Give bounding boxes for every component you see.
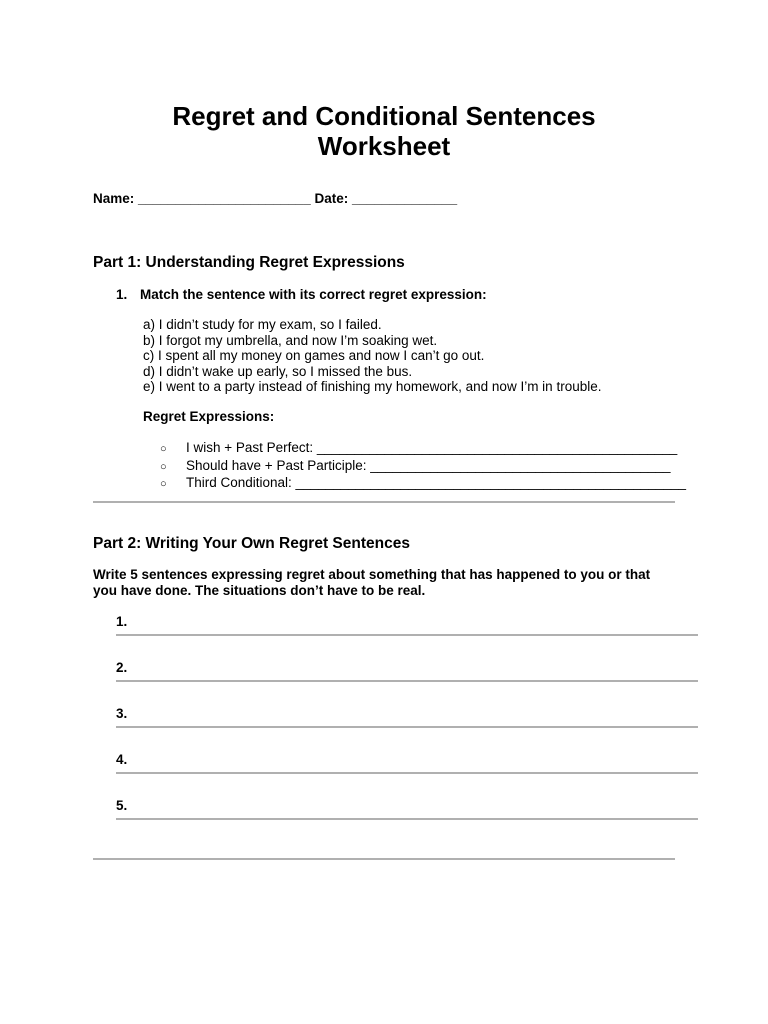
worksheet-title-line-1: Regret and Conditional Sentences [172, 101, 596, 131]
answer-line-3[interactable] [116, 706, 698, 728]
expression-item [160, 475, 686, 493]
answer-line-number: 1. [116, 614, 128, 629]
worksheet-title-line-2: Worksheet [317, 131, 451, 161]
sentence-b: b) I forgot my umbrella, and now I’m soaking wet. [143, 332, 438, 348]
answer-line-number: 2. [116, 660, 128, 675]
part-2-instructions: Write 5 sentences expressing regret about something that has happened to you or that you have done. The situations don’t have to be real. [93, 567, 651, 598]
section-divider [93, 501, 675, 503]
sentence-c: c) I spent all my money on games and now I can’t go out. [143, 348, 485, 363]
answer-line-2[interactable] [116, 660, 698, 682]
name-date-line: Name: _______________________ Date: ______________ [93, 191, 458, 206]
section-divider [93, 858, 675, 860]
sentence-d: d) I didn’t wake up early, so I missed the bus. [143, 363, 413, 379]
answer-line-4[interactable] [116, 752, 698, 774]
circle-bullet-icon: ○ [160, 443, 167, 455]
expression-third-conditional: Third Conditional: ____________________________________________________ [186, 475, 686, 490]
question-1-text: Match the sentence with its correct regret expression: [140, 287, 487, 302]
part-2-heading: Part 2: Writing Your Own Regret Sentences [93, 535, 410, 552]
sentence-e: e) I went to a party instead of finishing my homework, and now I’m in trouble. [143, 379, 602, 394]
sentence-a: a) I didn’t study for my exam, so I failed. [143, 317, 382, 332]
question-1-number: 1. [116, 287, 128, 302]
circle-bullet-icon: ○ [160, 478, 167, 490]
answer-line-number: 5. [116, 798, 128, 813]
expression-wish-past-perfect: I wish + Past Perfect: ________________________________________________ [186, 440, 678, 455]
regret-expressions-label: Regret Expressions: [143, 409, 275, 424]
part-1-heading: Part 1: Understanding Regret Expressions [93, 254, 405, 271]
circle-bullet-icon: ○ [160, 460, 167, 473]
expression-item [160, 458, 686, 476]
answer-line-number: 3. [116, 706, 128, 721]
sentence-list [143, 317, 601, 395]
answer-line-5[interactable] [116, 798, 698, 820]
expression-should-have: Should have + Past Participle: ________________________________________ [186, 457, 671, 473]
question-1 [116, 287, 487, 302]
answer-line-number: 4. [116, 752, 128, 767]
answer-line-1[interactable] [116, 614, 698, 636]
regret-expression-list [160, 440, 686, 493]
expression-item [160, 440, 686, 458]
